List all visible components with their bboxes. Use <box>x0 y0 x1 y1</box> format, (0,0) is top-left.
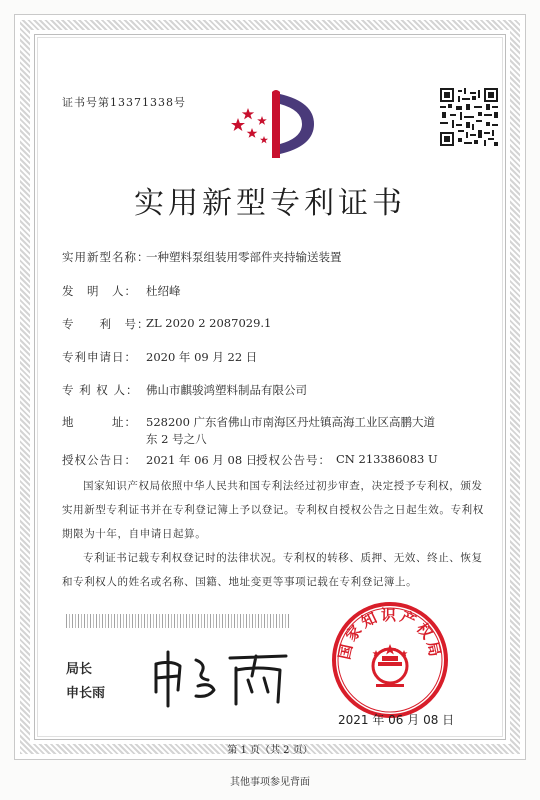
grant-date-label: 授权公告日： <box>62 453 137 467</box>
certificate-number-label: 证书号第 <box>62 96 110 109</box>
legal-status-paragraph: 专利证书记载专利权登记时的法律状况。专利权的转移、质押、无效、终止、恢复和专利权人的姓名或名称、国籍、地址变更等事项记载在专利登记簿上。 <box>62 552 483 588</box>
page-indicator: 第 1 页（共 2 页） <box>227 745 313 756</box>
filing-date-label: 专利申请日： <box>62 350 137 364</box>
certificate-number <box>62 94 186 110</box>
grant-statement-paragraph: 国家知识产权局依照中华人民共和国专利法经过初步审查，决定授予专利权，颁发实用新型专利证书并在专利登记簿上予以登记。专利权自授权公告之日起生效。专利权期限为十年，自申请日起算。 <box>62 480 484 540</box>
qr-code-icon <box>440 88 498 146</box>
director-name: 申长雨 <box>66 686 106 701</box>
svg-text:国家知识产权局 <box>335 606 444 661</box>
grant-no-value: CN 213386083 U <box>336 452 438 466</box>
handwritten-signature-icon <box>148 646 294 710</box>
inventor-label: 发 明 人： <box>62 284 137 298</box>
name-value: 一种塑料泵组装用零部件夹持输送装置 <box>146 250 342 264</box>
cnipa-logo-icon <box>226 84 322 160</box>
certificate-number-value: 13371338 <box>110 96 174 109</box>
patent-no-label: 专 利 号： <box>62 317 150 331</box>
inventor-value: 杜绍峰 <box>146 284 181 298</box>
barcode-strip <box>66 614 290 628</box>
patentee-value: 佛山市麒骏鸿塑料制品有限公司 <box>146 383 307 397</box>
address-line-1: 528200 广东省佛山市南海区丹灶镇高海工业区高鹏大道 <box>146 415 436 429</box>
grant-date-value: 2021 年 06 月 08 日 <box>146 453 258 467</box>
grant-no-label: 授权公告号： <box>256 453 331 467</box>
patent-no-value: ZL 2020 2 2087029.1 <box>146 316 272 330</box>
national-emblem-seal-icon <box>330 600 450 720</box>
filing-date-value: 2020 年 09 月 22 日 <box>146 350 258 364</box>
address-line-2: 东 2 号之八 <box>146 432 207 446</box>
name-label: 实用新型名称： <box>62 250 150 264</box>
patentee-label: 专 利 权 人： <box>62 383 139 397</box>
footer-note: 其他事项参见背面 <box>230 777 310 788</box>
seal-date: 2021 年 06 月 08 日 <box>338 713 455 727</box>
certificate-number-suffix: 号 <box>174 96 186 109</box>
certificate-title: 实用新型专利证书 <box>134 186 406 221</box>
director-title: 局长 <box>66 662 93 677</box>
seal-text: 国家知识产权局 <box>335 606 445 662</box>
address-label: 地 址： <box>62 415 137 429</box>
